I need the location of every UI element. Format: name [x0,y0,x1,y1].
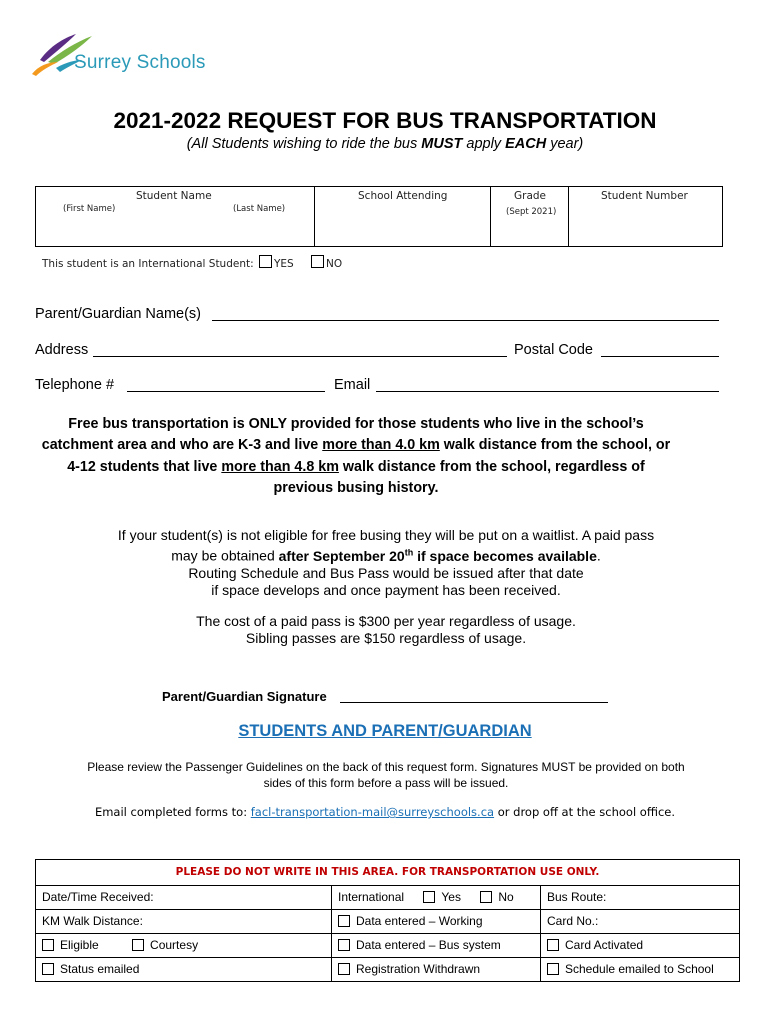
international-no-checkbox[interactable] [311,255,324,268]
logo-text: Surrey Schools [74,52,206,73]
eligible-checkbox[interactable] [42,939,54,951]
postal-code-label: Postal Code [514,342,593,358]
office-no-label: No [498,890,514,904]
status-emailed-cell [36,958,331,981]
card-activated-checkbox[interactable] [547,939,559,951]
eligible-label: Eligible [60,938,99,952]
office-international-no-checkbox[interactable] [480,891,492,903]
status-emailed-label: Status emailed [60,962,140,976]
postal-code-line[interactable] [601,344,719,357]
parent-guardian-field[interactable] [35,306,719,322]
student-info-table [35,186,723,247]
student-table-divider [490,187,491,246]
telephone-line[interactable] [127,379,325,392]
eligibility-paragraph: Free bus transportation is ONLY provided for those students who live in the school’s catchment area and who are K-3 and live more than 4.0 km walk distance from the school, or 4-12 students that live more than 4.8 km walk distance from the school, regardless of previous busing history. [41,416,671,496]
schedule-emailed-label: Schedule emailed to School [565,962,714,976]
student-number-label: Student Number [601,190,688,202]
waitlist-line: If your student(s) is not eligible for free busing they will be put on a waitlist. A paid pass [117,527,655,543]
telephone-field[interactable] [35,377,325,393]
data-entered-bus-label: Data entered – Bus system [356,938,501,952]
office-table-row [36,934,739,958]
data-entered-bus-cell [331,934,540,957]
office-use-header: PLEASE DO NOT WRITE IN THIS AREA. FOR TRANSPORTATION USE ONLY. [36,860,739,886]
office-table-row [36,910,739,934]
student-table-divider [314,187,315,246]
office-table-row [36,886,739,910]
schedule-emailed-checkbox[interactable] [547,963,559,975]
international-student-label: This student is an International Student: [42,258,254,270]
schedule-emailed-cell [540,958,739,981]
international-yes-label: YES [274,258,294,270]
data-entered-working-cell [331,910,540,933]
waitlist-line: if space develops and once payment has been received. [211,582,561,599]
parent-guardian-label: Parent/Guardian Name(s) [35,306,202,322]
office-international-yes-checkbox[interactable] [423,891,435,903]
data-entered-working-label: Data entered – Working [356,914,483,928]
km-walk-distance-label: KM Walk Distance: [42,914,143,928]
email-field[interactable] [334,377,719,393]
page-title: 2021-2022 REQUEST FOR BUS TRANSPORTATION [113,108,657,133]
waitlist-line: Routing Schedule and Bus Pass would be issued after that date [188,565,584,582]
parent-guardian-line[interactable] [212,308,719,321]
section-heading: STUDENTS AND PARENT/GUARDIAN [238,722,532,740]
data-entered-bus-checkbox[interactable] [338,939,350,951]
telephone-label: Telephone # [35,377,115,393]
international-no-label: NO [326,258,343,270]
waitlist-paragraph [90,527,682,599]
office-use-table [35,859,740,982]
signature-field[interactable] [162,689,608,704]
card-no-label: Card No.: [540,910,739,933]
grade-note: (Sept 2021) [506,207,557,217]
courtesy-label: Courtesy [150,938,199,952]
registration-withdrawn-checkbox[interactable] [338,963,350,975]
office-yes-label: Yes [441,890,461,904]
courtesy-checkbox[interactable] [132,939,144,951]
transportation-email-link[interactable]: facl-transportation-mail@surreyschools.ca [250,805,495,819]
grade-label: Grade [514,190,547,202]
office-table-row [36,958,739,981]
email-line[interactable] [376,379,719,392]
registration-withdrawn-label: Registration Withdrawn [356,962,481,976]
first-name-label: (First Name) [63,204,116,214]
page-subtitle: (All Students wishing to ride the bus MUST apply EACH year) [186,136,584,152]
review-instructions: Please review the Passenger Guidelines on the back of this request form. Signatures MUST be provided on both sides of this form before a pass will be issued. [87,760,685,790]
signature-label: Parent/Guardian Signature [162,689,327,704]
address-field[interactable] [35,342,507,358]
card-activated-cell [540,934,739,957]
cost-paragraph [90,613,682,647]
email-label: Email [334,377,371,393]
cost-line: Sibling passes are $150 regardless of usage. [245,630,527,647]
date-time-received-label: Date/Time Received: [42,890,154,904]
address-line[interactable] [93,344,507,357]
student-table-divider [568,187,569,246]
international-label: International [338,890,405,904]
international-yes-checkbox[interactable] [259,255,272,268]
status-emailed-checkbox[interactable] [42,963,54,975]
eligibility-cell [36,934,331,957]
email-instructions: Email completed forms to: facl-transportation-mail@surreyschools.ca or drop off at the school office. [94,805,676,819]
cost-line: The cost of a paid pass is $300 per year regardless of usage. [196,613,576,629]
card-activated-label: Card Activated [565,938,644,952]
school-attending-label: School Attending [358,190,448,202]
data-entered-working-checkbox[interactable] [338,915,350,927]
signature-line[interactable] [340,691,608,703]
waitlist-line: may be obtained after September 20th if space becomes available. [171,547,601,564]
bus-route-label: Bus Route: [540,886,739,909]
registration-withdrawn-cell [331,958,540,981]
international-cell [331,886,540,909]
student-name-label: Student Name [136,190,212,202]
address-label: Address [35,342,89,358]
last-name-label: (Last Name) [233,204,286,214]
postal-code-field[interactable] [514,342,719,358]
